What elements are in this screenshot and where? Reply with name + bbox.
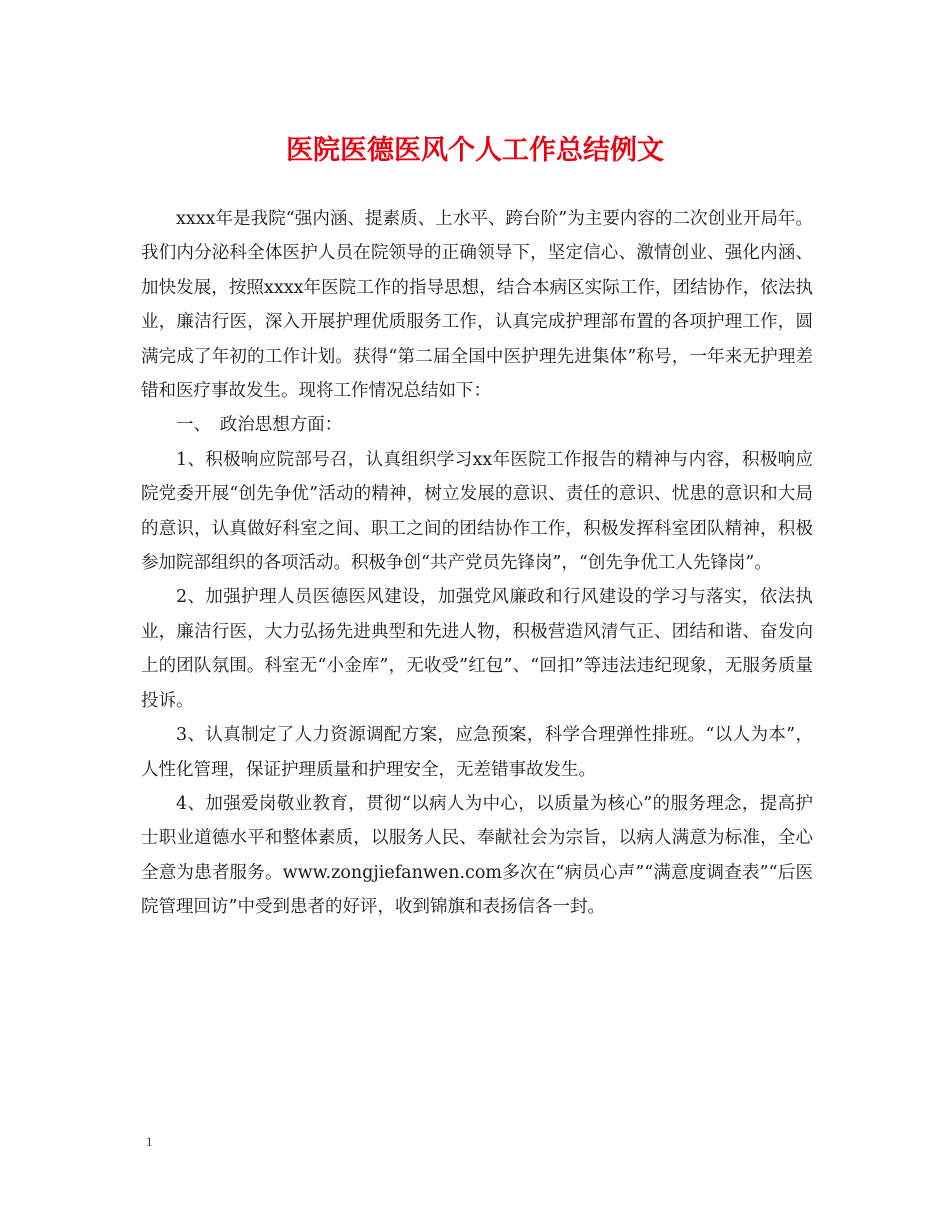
paragraph-item-4: 4、加强爱岗敬业教育，贯彻“以病人为中心，以质量为核心”的服务理念，提高护士职业道德水平和整体素质，以服务人民、奉献社会为宗旨，以病人满意为标准，全心全意为患者服务。www.zongjiefanwen.com多次在“病员心声”“满意度调查表”“后医院管理回访”中受到患者的好评，收到锦旗和表扬信各一封。 bbox=[141, 793, 813, 918]
document-body bbox=[141, 202, 813, 925]
page-number: 1 bbox=[146, 1134, 153, 1149]
paragraph-item-3: 3、认真制定了人力资源调配方案，应急预案，科学合理弹性排班。“以人为本”，人性化管理，保证护理质量和护理安全，无差错事故发生。 bbox=[141, 725, 813, 780]
paragraph-intro: xxxx年是我院“强内涵、提素质、上水平、跨台阶”为主要内容的二次创业开局年。我们内分泌科全体医护人员在院领导的正确领导下，坚定信心、激情创业、强化内涵、加快发展，按照xxxx年医院工作的指导思想，结合本病区实际工作，团结协作，依法执业，廉洁行医，深入开展护理优质服务工作，认真完成护理部布置的各项护理工作，圆满完成了年初的工作计划。获得“第二届全国中医护理先进集体”称号，一年来无护理差错和医疗事故发生。现将工作情况总结如下： bbox=[141, 209, 813, 402]
document-title: 医院医德医风个人工作总结例文 bbox=[286, 135, 664, 166]
paragraph-item-2: 2、加强护理人员医德医风建设，加强党风廉政和行风建设的学习与落实，依法执业，廉洁行医，大力弘扬先进典型和先进人物，积极营造风清气正、团结和谐、奋发向上的团队氛围。科室无“小金库”，无收受”红包”、“回扣”等违法违纪现象，无服务质量投诉。 bbox=[141, 587, 813, 711]
paragraph-item-1: 1、积极响应院部号召，认真组织学习xx年医院工作报告的精神与内容，积极响应院党委开展“创先争优”活动的精神，树立发展的意识、责任的意识、忧患的意识和大局的意识，认真做好科室之间、职工之间的团结协作工作，积极发挥科室团队精神，积极参加院部组织的各项活动。积极争创“共产党员先锋岗”，“创先争优工人先锋岗”。 bbox=[141, 449, 813, 574]
section-heading-politics: 一、 政治思想方面： bbox=[176, 415, 343, 436]
